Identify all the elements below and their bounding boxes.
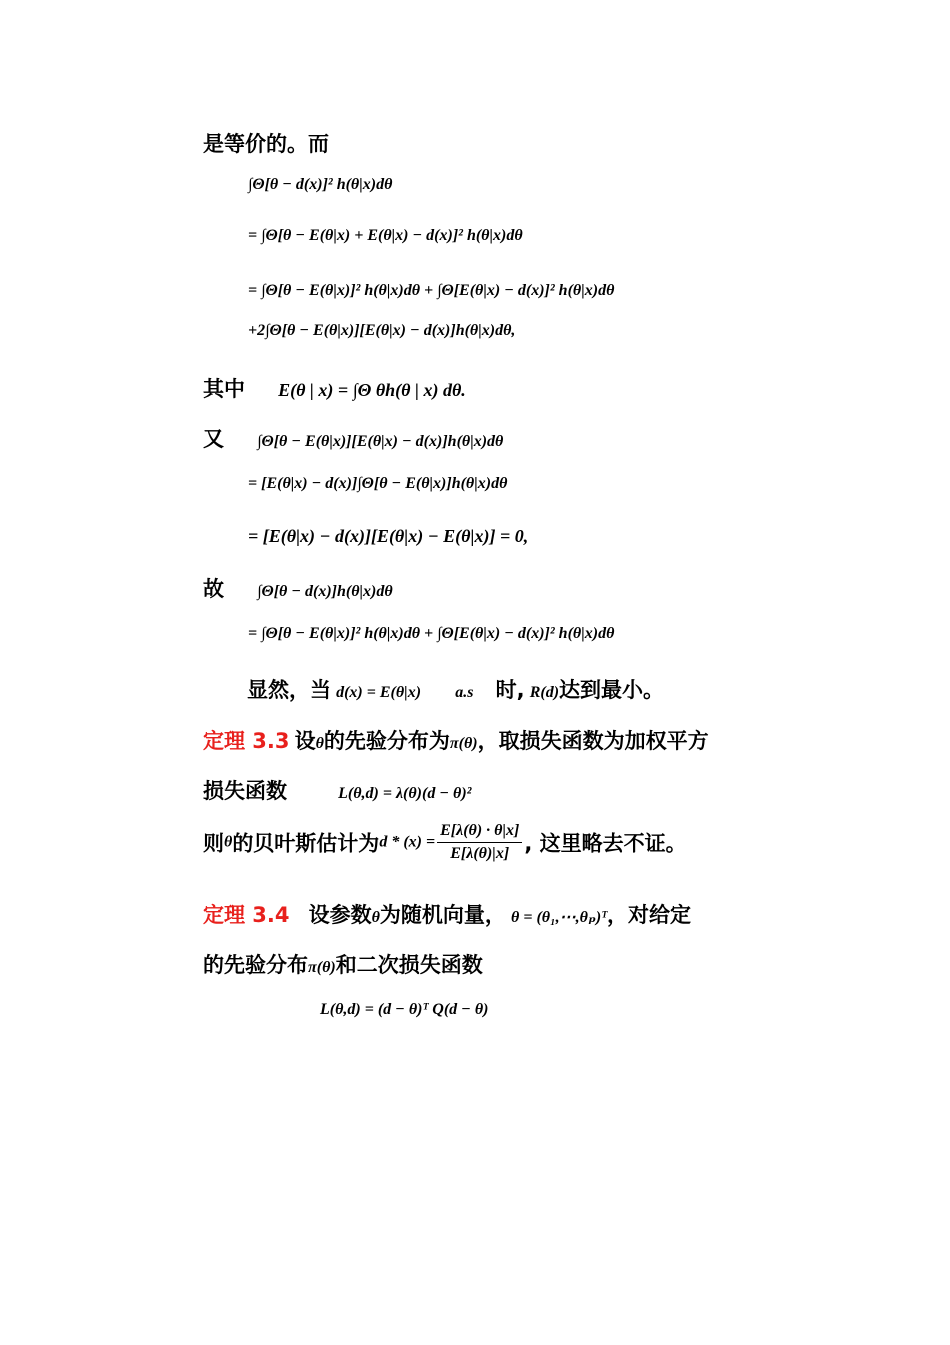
- prior-symbol-2: π(θ): [308, 959, 336, 976]
- weighted-loss-formula: L(θ,d) = λ(θ)(d − θ)²: [338, 785, 472, 802]
- intro-text: 是等价的。而: [203, 132, 329, 156]
- equation-2: = ∫Θ[θ − E(θ|x) + E(θ|x) − d(x)]² h(θ|x)dθ: [248, 227, 523, 244]
- theta-symbol-3: θ: [371, 909, 380, 926]
- theorem-3-3-line-1: [203, 725, 709, 755]
- again-line: [203, 423, 503, 453]
- theorem-3-3-text-f: 的贝叶斯估计为: [232, 831, 380, 856]
- equation-8: = [E(θ|x) − d(x)][E(θ|x) − E(θ|x)] = 0,: [248, 526, 529, 546]
- equation-1: ∫Θ[θ − d(x)]² h(θ|x)dθ: [248, 176, 393, 193]
- again-label: 又: [203, 427, 224, 451]
- almost-surely: a.s: [455, 684, 474, 701]
- conclusion-line: [247, 674, 664, 704]
- theorem-3-4-text-c: ，对给定: [607, 903, 692, 927]
- theorem-3-4-line-2: [203, 949, 483, 979]
- theorem-3-4-label: 定理 3.4: [203, 903, 290, 927]
- random-vector-formula: θ = (θ₁,⋯,θₚ)ᵀ: [511, 909, 608, 926]
- bayes-estimator-lhs: d * (x) =: [379, 833, 436, 851]
- fraction-numerator: E[λ(θ) · θ|x]: [437, 822, 522, 843]
- theorem-3-4-text-a: 设参数: [308, 903, 372, 927]
- theorem-3-3-text-c: ，取损失函数为加权平方: [477, 729, 709, 753]
- equation-6: ∫Θ[θ − E(θ|x)][E(θ|x) − d(x)]h(θ|x)dθ: [257, 433, 504, 450]
- quadratic-loss-formula: L(θ,d) = (d − θ)ᵀ Q(d − θ): [320, 1001, 489, 1018]
- theorem-3-3-text-d: 损失函数: [203, 779, 287, 803]
- equation-7: = [E(θ|x) − d(x)]∫Θ[θ − E(θ|x)]h(θ|x)dθ: [248, 475, 508, 492]
- theorem-3-3-text-b: 的先验分布为: [323, 729, 450, 753]
- theorem-3-4-line-1: [203, 899, 691, 929]
- condition-formula: d(x) = E(θ|x): [336, 684, 422, 701]
- theorem-3-3-text-a: 设: [294, 729, 316, 753]
- time-word: 时,: [495, 678, 525, 702]
- equation-9: ∫Θ[θ − d(x)]h(θ|x)dθ: [257, 583, 393, 600]
- fraction-denominator: E[λ(θ)|x]: [450, 845, 510, 862]
- theta-symbol: θ: [315, 735, 324, 752]
- theorem-3-4-text-b: 为随机向量，: [379, 903, 506, 927]
- theorem-3-3-line-3: [203, 822, 687, 863]
- theorem-3-3-text-g: , 这里略去不证。: [524, 831, 687, 856]
- prior-symbol: π(θ): [449, 735, 478, 752]
- risk-symbol: R(d): [529, 684, 560, 701]
- where-line: [203, 373, 466, 403]
- theorem-3-3-text-e: 则: [203, 831, 224, 856]
- theorem-3-4-text-e: 和二次损失函数: [335, 953, 483, 977]
- hence-line: [203, 573, 393, 603]
- posterior-mean-definition: E(θ | x) = ∫Θ θh(θ | x) dθ.: [278, 380, 466, 400]
- theorem-3-3-label: 定理 3.3: [203, 729, 290, 753]
- hence-label: 故: [203, 577, 224, 601]
- theorem-3-4-text-d: 的先验分布: [203, 953, 308, 977]
- theta-symbol-2: θ: [224, 833, 233, 851]
- where-label: 其中: [203, 377, 245, 401]
- equation-3: = ∫Θ[θ − E(θ|x)]² h(θ|x)dθ + ∫Θ[E(θ|x) − d(x)]² h(θ|x)dθ: [248, 282, 615, 299]
- theorem-3-3-line-2: [203, 775, 471, 805]
- bayes-estimator-fraction: [437, 822, 522, 863]
- reaches-min-text: 达到最小。: [559, 678, 665, 702]
- obviously-text: 显然，当: [247, 678, 331, 702]
- equation-4: +2∫Θ[θ − E(θ|x)][E(θ|x) − d(x)]h(θ|x)dθ,: [248, 322, 516, 339]
- equation-10: = ∫Θ[θ − E(θ|x)]² h(θ|x)dθ + ∫Θ[E(θ|x) − d(x)]² h(θ|x)dθ: [248, 625, 615, 642]
